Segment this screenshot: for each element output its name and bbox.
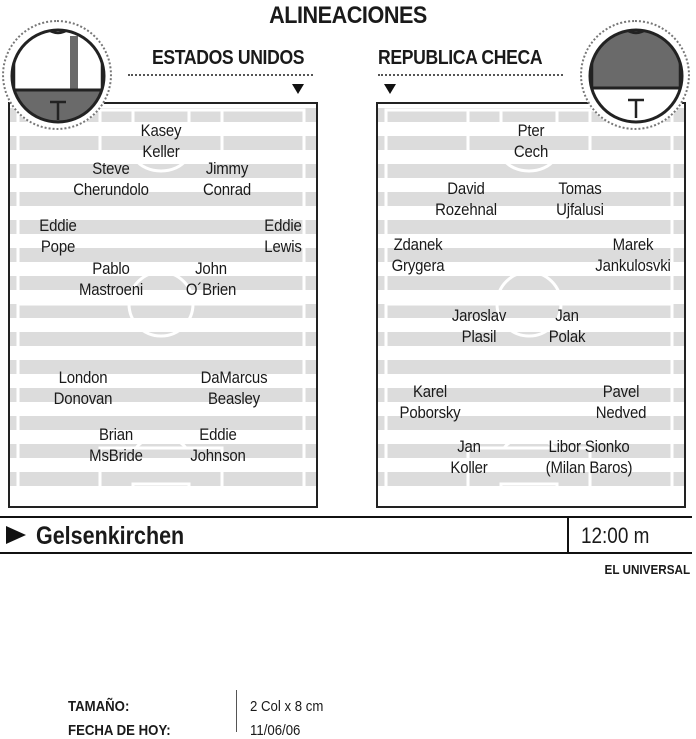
player-czech-1: Pter Cech bbox=[513, 121, 549, 161]
player-czech-9: Pavel Nedved bbox=[595, 382, 647, 422]
down-triangle-icon bbox=[292, 84, 304, 94]
player-usa-9: DaMarcus Beasley bbox=[200, 368, 268, 408]
player-usa-8: London Donovan bbox=[53, 368, 113, 408]
meta-value-date: 11/06/06 bbox=[250, 722, 301, 739]
pitch-czech bbox=[376, 102, 686, 508]
usa-kit-badge bbox=[2, 20, 112, 130]
player-usa-3: Jimmy Conrad bbox=[202, 159, 252, 199]
pitch-usa bbox=[8, 102, 318, 508]
player-czech-8: Karel Poborsky bbox=[399, 382, 461, 422]
venue-divider bbox=[567, 518, 569, 552]
player-czech-7: Jan Polak bbox=[548, 306, 586, 346]
player-usa-7: John O´Brien bbox=[185, 259, 237, 299]
team-underline-czech bbox=[378, 74, 563, 76]
meta-label-date: FECHA DE HOY: bbox=[68, 722, 171, 739]
pitch-czech-lines bbox=[376, 102, 686, 508]
player-usa-6: Pablo Mastroeni bbox=[78, 259, 144, 299]
player-czech-5: Marek Jankulosvki bbox=[595, 235, 671, 275]
player-czech-6: Jaroslav Plasil bbox=[451, 306, 507, 346]
player-czech-11: Libor Sionko (Milan Baros) bbox=[545, 437, 633, 477]
jersey-shorts-badge-icon bbox=[10, 28, 106, 124]
play-arrow-icon bbox=[6, 526, 26, 544]
pitch-stripes bbox=[376, 108, 686, 486]
czech-kit-badge bbox=[580, 20, 690, 130]
player-usa-11: Eddie Johnson bbox=[190, 425, 246, 465]
team-name-czech: REPUBLICA CHECA bbox=[378, 47, 543, 69]
player-czech-10: Jan Koller bbox=[450, 437, 488, 477]
player-usa-5: Eddie Lewis bbox=[264, 216, 302, 256]
venue-name: Gelsenkirchen bbox=[36, 522, 185, 550]
venue-bar bbox=[0, 516, 692, 554]
down-triangle-icon bbox=[384, 84, 396, 94]
player-usa-2: Steve Cherundolo bbox=[73, 159, 149, 199]
pitch-usa-lines bbox=[8, 102, 318, 508]
meta-label-size: TAMAÑO: bbox=[68, 698, 130, 715]
team-underline-usa bbox=[128, 74, 313, 76]
jersey-shorts-badge-icon bbox=[588, 28, 684, 124]
team-name-usa: ESTADOS UNIDOS bbox=[152, 47, 305, 69]
player-usa-4: Eddie Pope bbox=[39, 216, 77, 256]
credit-label: EL UNIVERSAL bbox=[604, 562, 690, 577]
player-usa-1: Kasey Keller bbox=[140, 121, 182, 161]
pitch-stripes bbox=[8, 108, 318, 486]
player-czech-3: Tomas Ujfalusi bbox=[556, 179, 604, 219]
meta-divider bbox=[236, 690, 237, 732]
match-time: 12:00 m bbox=[581, 523, 650, 548]
player-czech-2: David Rozehnal bbox=[435, 179, 497, 219]
meta-value-size: 2 Col x 8 cm bbox=[250, 698, 324, 715]
player-usa-10: Brian MsBride bbox=[89, 425, 143, 465]
page-title: ALINEACIONES bbox=[269, 2, 427, 29]
player-czech-4: Zdanek Grygera bbox=[391, 235, 445, 275]
